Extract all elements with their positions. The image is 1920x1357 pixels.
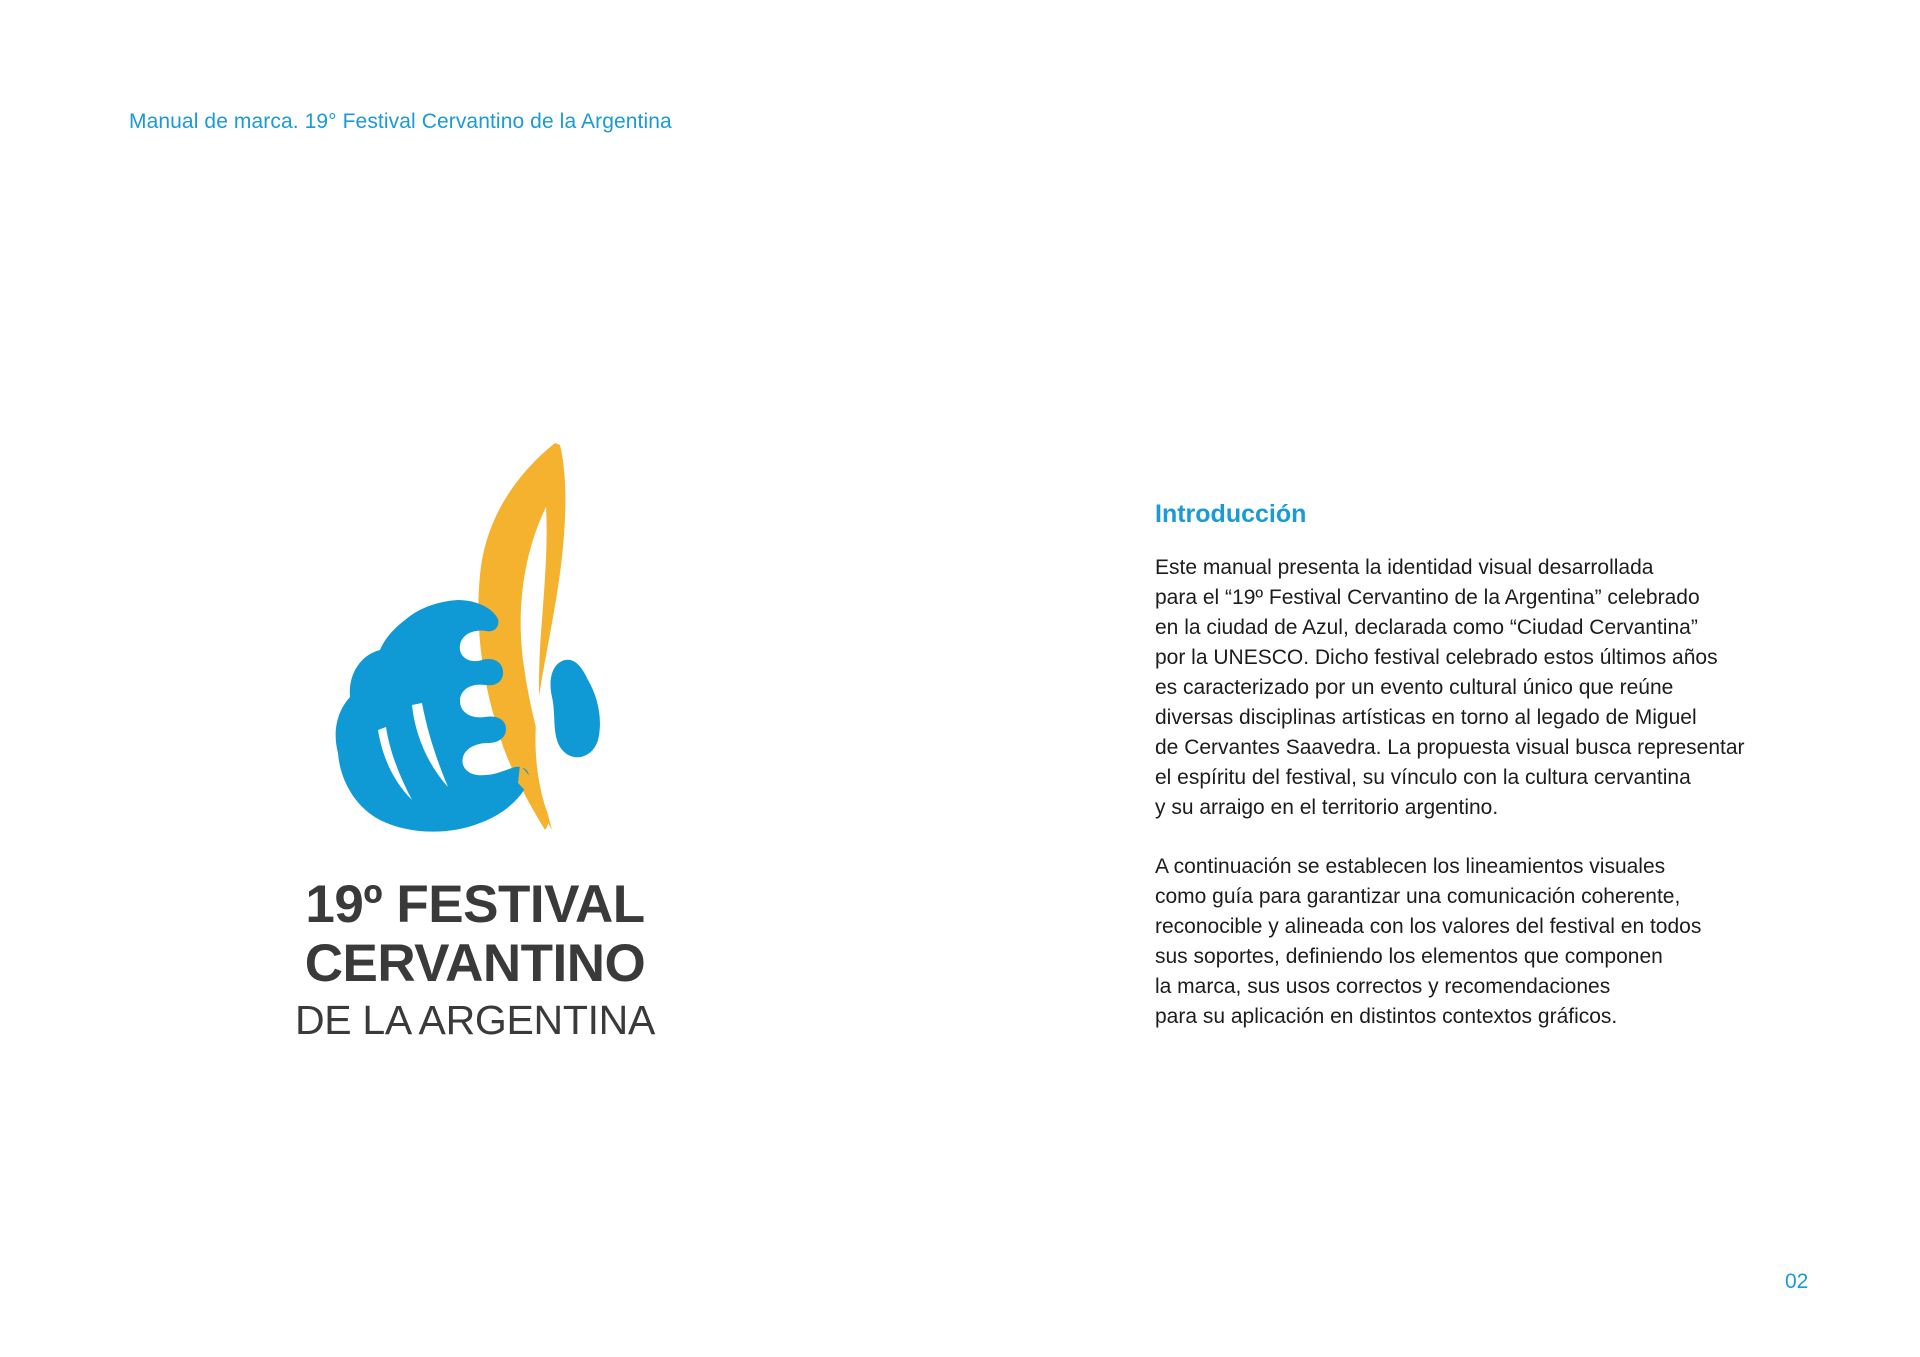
introduction-paragraph-1 <box>1155 553 1835 823</box>
logo-wordmark <box>280 875 670 1047</box>
paragraph-line: es caracterizado por un evento cultural único que reúne <box>1155 676 1674 699</box>
paragraph-line: diversas disciplinas artísticas en torno al legado de Miguel <box>1155 706 1697 729</box>
introduction-heading: Introducción <box>1155 500 1307 528</box>
paragraph-line: en la ciudad de Azul, declarada como “Ciudad Cervantina” <box>1155 616 1698 639</box>
introduction-section <box>1155 500 1835 1032</box>
introduction-paragraph-2 <box>1155 852 1835 1032</box>
page-header-title: Manual de marca. 19° Festival Cervantino de la Argentina <box>129 110 672 133</box>
paragraph-line: y su arraigo en el territorio argentino. <box>1155 796 1499 819</box>
paragraph-line: reconocible y alineada con los valores del festival en todos <box>1155 915 1702 938</box>
festival-logo <box>280 435 670 1055</box>
paragraph-line: como guía para garantizar una comunicación coherente, <box>1155 885 1681 908</box>
page-number: 02 <box>1785 1270 1809 1293</box>
thumb-shape <box>551 660 600 758</box>
wordmark-line-3: DE LA ARGENTINA <box>294 997 656 1043</box>
paragraph-line: la marca, sus usos correctos y recomendaciones <box>1155 975 1611 998</box>
paragraph-line: A continuación se establecen los lineamientos visuales <box>1155 855 1666 878</box>
wordmark-line-1: 19º FESTIVAL <box>305 875 645 934</box>
paragraph-line: por la UNESCO. Dicho festival celebrado estos últimos años <box>1155 646 1718 669</box>
hand-holding-quill-logo-icon <box>320 435 600 845</box>
paragraph-line: para su aplicación en distintos contextos gráficos. <box>1155 1005 1618 1028</box>
paragraph-line: para el “19º Festival Cervantino de la Argentina” celebrado <box>1155 586 1700 609</box>
wordmark-line-2: CERVANTINO <box>304 934 646 993</box>
paragraph-line: de Cervantes Saavedra. La propuesta visual busca representar <box>1155 736 1745 759</box>
paragraph-line: el espíritu del festival, su vínculo con la cultura cervantina <box>1155 766 1691 789</box>
paragraph-line: Este manual presenta la identidad visual desarrollada <box>1155 556 1654 579</box>
paragraph-line: sus soportes, definiendo los elementos que componen <box>1155 945 1663 968</box>
